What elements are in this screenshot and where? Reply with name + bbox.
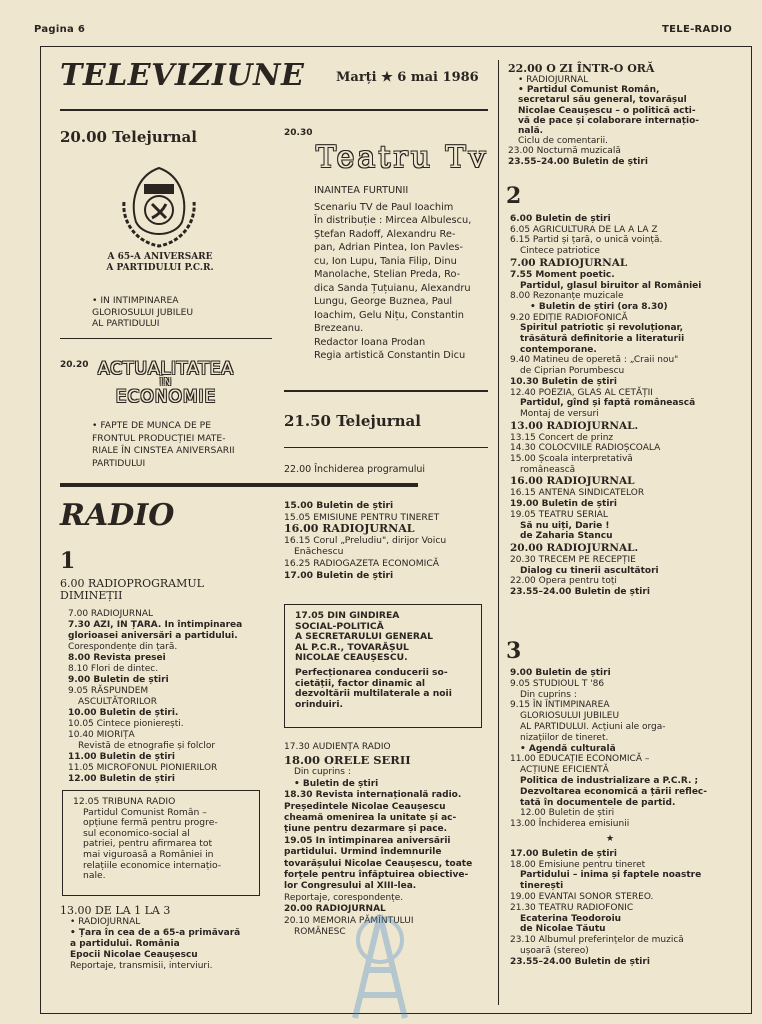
- program-line: • RADIOJURNAL: [518, 75, 589, 85]
- program-line: 20.10 MEMORIA PĂMÎNTULUI: [284, 915, 414, 926]
- divider: [284, 447, 488, 448]
- program-line: 10.00 Buletin de știri.: [68, 708, 179, 718]
- box-line: 17.05 DIN GINDIREA: [295, 610, 400, 621]
- program-line: • RADIOJURNAL: [70, 917, 141, 927]
- program-line: țiune pentru dezarmare și pace.: [284, 824, 448, 835]
- program-line: Partidului – inima și faptele noastre: [520, 870, 702, 881]
- box-line: AL P.C.R., TOVARĂȘUL: [295, 641, 409, 653]
- program-line: de Zaharia Stancu: [520, 531, 613, 542]
- emblem-caption-line: A PARTIDULUI P.C.R.: [106, 263, 214, 273]
- program-line: 9.40 Matineu de operetă : „Craii nou": [510, 355, 679, 366]
- program-line: 9.00 Buletin de știri: [68, 675, 169, 685]
- program-line: 20.00 RADIOJURNAL.: [510, 541, 639, 554]
- box-line: orinduiri.: [295, 698, 343, 710]
- play-line: cu, Ion Lupu, Tania Filip, Dinu: [314, 255, 457, 267]
- program-line: 6.15 Partid și țară, o unică voință.: [510, 235, 663, 246]
- program-line: 6.05 AGRICULTURA DE LA A LA Z: [510, 224, 658, 235]
- radio-rule: [60, 483, 418, 487]
- program-line: 9.05 RĂSPUNDEM: [68, 686, 149, 696]
- box-line: sul economico-social al: [83, 827, 190, 839]
- program-1-list: [68, 609, 242, 785]
- program-line: 11.00 Buletin de știri: [68, 752, 175, 762]
- play-line: Brezeanu.: [314, 323, 364, 334]
- play-title: INAINTEA FURTUNII: [314, 185, 409, 196]
- program-line: 16.00 RADIOJURNAL: [284, 522, 415, 536]
- play-line: Regia artistică Constantin Dicu: [314, 350, 466, 361]
- program-line: nală.: [518, 126, 544, 137]
- box-line: cietății, factor dinamic al: [295, 677, 426, 689]
- program-line: 23.55–24.00 Buletin de știri: [510, 956, 650, 967]
- program-2-number: 2: [506, 183, 522, 209]
- box-line: relațiile economice internațio-: [83, 859, 222, 871]
- actualitatea-line: ECONOMIE: [115, 387, 217, 407]
- play-details: [314, 184, 471, 363]
- program-line: ACȚIUNE EFICIENTĂ: [520, 765, 609, 776]
- program-line: 23.10 Albumul preferințelor de muzică: [510, 935, 684, 946]
- program-head-line: 6.00 RADIOPROGRAMUL: [60, 577, 204, 590]
- caption-line: GLORIOSULUI JUBILEU: [92, 306, 194, 318]
- program-line: contemporane.: [520, 344, 597, 355]
- program-line: românească: [520, 464, 576, 475]
- program-line: 8.00 Revista presei: [68, 653, 166, 663]
- tv-closing: 22.00 Închiderea programului: [284, 464, 426, 475]
- program-line: 16.00 RADIOJURNAL: [510, 475, 635, 488]
- program-line: Ecaterina Teodoroiu: [520, 913, 622, 924]
- program-line: 10.30 Buletin de știri: [510, 376, 617, 387]
- program-line: glorioasei aniversări a partidului.: [68, 631, 238, 641]
- program-1-end: [60, 904, 240, 972]
- play-line: Ștefan Radoff, Alexandru Re-: [314, 228, 456, 240]
- teatru-tv-logo: Teatru Tv: [316, 140, 489, 175]
- program-1-head: [60, 578, 204, 602]
- program-line: tată în documentele de partid.: [520, 797, 676, 808]
- program-line: 13.15 Concert de prinz: [510, 432, 614, 443]
- program-line: Dialog cu tinerii ascultători: [520, 565, 659, 576]
- play-line: Manolache, Stelian Preda, Ro-: [314, 269, 461, 280]
- box-line: mai viguroasă a României in: [83, 848, 214, 860]
- program-line: de Ciprian Porumbescu: [520, 366, 625, 377]
- program-line: • Buletin de știri (ora 8.30): [530, 301, 668, 312]
- program-line: 22.00 O ZI ÎNTR-O ORĂ: [508, 62, 655, 75]
- box-line: Perfecționarea conducerii so-: [295, 666, 448, 678]
- program-line: lor Congresului al XIII-lea.: [284, 881, 417, 892]
- program-line: ASCULTĂTORILOR: [78, 697, 157, 707]
- play-line: Scenariu TV de Paul Ioachim: [314, 201, 454, 213]
- program-1-afternoon: [284, 500, 446, 581]
- program-2-list: [510, 214, 701, 598]
- program-line: 16.25 RADIOGAZETA ECONOMICĂ: [284, 557, 440, 569]
- program-line: vă de pace și colaborare internațio-: [518, 115, 700, 126]
- program-line: 14.30 COLOCVIILE RADIOȘCOALA: [510, 443, 661, 454]
- box-line: NICOLAE CEAUȘESCU.: [295, 652, 408, 664]
- program-line: 15.00 Școala interpretativă: [510, 454, 633, 465]
- program-line: 7.55 Moment poetic.: [510, 269, 615, 280]
- program-line: 23.55–24.00 Buletin de știri: [510, 587, 650, 598]
- program-line: 9.20 EDIȚIE RADIOFONICĂ: [510, 312, 628, 323]
- program-line: 9.15 ÎN ÎNTIMPINAREA: [510, 700, 610, 711]
- program-line: ROMÂNESC: [294, 927, 346, 938]
- program-line: 20.30 TRECEM PE RECEPȚIE: [510, 554, 636, 565]
- program-line: Montaj de versuri: [520, 408, 599, 419]
- divider: [284, 390, 488, 392]
- program-line: 7.30 AZI, IN ȚARA. In întimpinarea: [68, 620, 243, 630]
- box-line: 12.05 TRIBUNA RADIO: [73, 796, 176, 807]
- program-line: a partidului. România: [70, 939, 180, 949]
- program-line: 21.30 TEATRU RADIOFONIC: [510, 902, 634, 913]
- program-line: 8.10 Flori de dintec.: [68, 664, 159, 674]
- program-line: 8.00 Rezonanțe muzicale: [510, 291, 624, 302]
- program-line: 18.00 Emisiune pentru tineret: [510, 859, 646, 870]
- program-line: Dezvoltarea economică a țării reflec-: [520, 786, 708, 797]
- program-line: Cintece patriotice: [520, 246, 600, 257]
- program-line: 19.00 EVANTAI SONOR STEREO.: [510, 891, 654, 902]
- program-line: 10.40 MIORIȚA: [68, 730, 135, 740]
- program-line: • Buletin de știri: [294, 778, 379, 789]
- program-line: Ciclu de comentarii.: [518, 136, 608, 147]
- play-line: În distribuție : Mircea Albulescu,: [314, 215, 472, 226]
- program-line: 18.30 Revista internațională radio.: [284, 790, 462, 801]
- play-line: dica Sanda Țuțuianu, Alexandru: [314, 282, 471, 294]
- tribuna-radio-box: [62, 790, 260, 896]
- program-line: 11.00 EDUCAȚIE ECONOMICĂ –: [510, 754, 650, 765]
- tv-heading: TELEVIZIUNE: [60, 58, 305, 93]
- caption-line: • FAPTE DE MUNCA DE PE: [92, 420, 212, 431]
- play-line: Lungu, George Buznea, Paul: [314, 296, 453, 307]
- program-line: Din cuprins :: [294, 767, 351, 778]
- tv-rule: [60, 109, 488, 111]
- section-label: TELE-RADIO: [662, 24, 732, 35]
- program-line: Nicolae Ceaușescu – o politică acti-: [518, 105, 696, 116]
- program-line: 13.00 Închiderea emisiunii: [510, 819, 630, 830]
- star-separator: ★: [605, 833, 615, 844]
- box-line: opțiune fermă pentru progre-: [83, 817, 218, 829]
- program-line: Partidul, glasul biruitor al României: [520, 280, 702, 291]
- time-2030: 20.30: [284, 128, 313, 138]
- emblem-caption-line: A 65-A ANIVERSARE: [107, 252, 213, 262]
- caption-line: RIALE ÎN CINSTEA ANIVERSARII: [92, 445, 235, 456]
- program-line: ușoară (stereo): [520, 945, 589, 956]
- play-line: Ioachim, Gelu Nițu, Constantin: [314, 309, 464, 321]
- time-2020: 20.20: [60, 360, 89, 370]
- play-line: pan, Adrian Pintea, Ion Pavles-: [314, 242, 464, 253]
- program-line: 13.00 RADIOJURNAL.: [510, 419, 639, 432]
- program-line: 16.15 Corul „Preludiu", dirijor Voicu: [284, 534, 447, 546]
- program-line: 12.00 Buletin de știri: [68, 774, 175, 784]
- program-line: 19.00 Buletin de știri: [510, 499, 617, 510]
- caption-line: FRONTUL PRODUCȚIEI MATE-: [92, 432, 226, 444]
- actualitatea-line: ÎN: [159, 377, 173, 388]
- program-line: Enăchescu: [294, 546, 344, 558]
- column-divider: [498, 60, 499, 1005]
- program-head-line: DIMINEȚII: [60, 589, 123, 602]
- program-line: partidului. Urmind îndemnurile: [284, 847, 442, 858]
- caption-line: • IN INTIMPINAREA: [92, 295, 179, 306]
- program-line: Reportaje, transmisii, interviuri.: [70, 961, 213, 971]
- program-line: 6.00 Buletin de știri: [510, 214, 611, 224]
- box-line: dezvoltării multilaterale a noii: [295, 688, 452, 700]
- program-line: 13.00 DE LA 1 LA 3: [60, 904, 171, 917]
- program-line: Partidul, gînd și faptă românească: [520, 398, 696, 409]
- telejurnal-2150: 21.50 Telejurnal: [284, 412, 421, 430]
- box-line: patriei, pentru afirmarea tot: [83, 838, 213, 850]
- program-line: GLORIOSULUI JUBILEU: [520, 711, 620, 722]
- emblem-caption: [100, 252, 220, 274]
- din-gindirea-box: [284, 604, 482, 728]
- program-line: 12.40 POEZIA, GLAS AL CETĂȚII: [510, 387, 653, 398]
- caption-line: PARTIDULUI: [92, 457, 146, 469]
- program-line: Președintele Nicolae Ceaușescu: [284, 801, 446, 812]
- program-line: 20.00 RADIOJURNAL: [284, 904, 386, 915]
- program-line: Spiritul patriotic și revoluționar,: [520, 323, 684, 334]
- telejurnal-2000: 20.00 Telejurnal: [60, 128, 197, 146]
- program-line: tinerești: [520, 881, 564, 892]
- program-line: 22.00 Opera pentru toți: [510, 576, 617, 587]
- program-line: tovarășului Nicolae Ceaușescu, toate: [284, 858, 473, 869]
- program-line: 23.55–24.00 Buletin de știri: [508, 156, 648, 167]
- caption-line: AL PARTIDULUI: [92, 318, 160, 329]
- program-line: • Partidul Comunist Român,: [518, 85, 660, 96]
- program-line: 16.15 ANTENA SINDICATELOR: [510, 488, 645, 499]
- program-line: 9.00 Buletin de știri: [510, 668, 611, 678]
- divider: [60, 338, 272, 339]
- program-line: 7.00 RADIOJURNAL: [510, 256, 628, 269]
- tv-caption-1: [92, 295, 193, 330]
- play-line: Redactor Ioana Prodan: [314, 336, 426, 348]
- program-line: Epocii Nicolae Ceaușescu: [70, 950, 198, 960]
- program-line: nizațiilor de tineret.: [520, 732, 609, 743]
- program-line: 17.00 Buletin de știri: [284, 569, 394, 581]
- box-line: Partidul Comunist Român –: [83, 806, 207, 818]
- program-line: cheamă omenirea la unitate și ac-: [284, 813, 457, 824]
- program-1-night: [508, 62, 699, 167]
- box-line: SOCIAL-POLITICĂ: [295, 620, 384, 632]
- program-line: Corespondențe din țară.: [68, 642, 178, 652]
- program-line: 11.05 MICROFONUL PIONIERILOR: [68, 763, 218, 773]
- program-3-number: 3: [506, 638, 522, 664]
- radio-heading: RADIO: [60, 498, 175, 533]
- program-line: 23.00 Nocturnă muzicală: [508, 146, 621, 157]
- program-line: 17.30 AUDIENȚA RADIO: [284, 742, 391, 752]
- program-line: 15.00 Buletin de știri: [284, 500, 394, 511]
- program-3-list: [510, 668, 710, 968]
- program-line: 9.05 STUDIOUL T '86: [510, 678, 605, 689]
- program-line: 17.00 Buletin de știri: [510, 848, 617, 859]
- program-1-number: 1: [60, 548, 76, 574]
- actualitatea-logo: [96, 360, 236, 406]
- program-line: Din cuprins :: [520, 689, 577, 700]
- program-line: Politica de industrializare a P.C.R. ;: [520, 775, 699, 786]
- program-line: de Nicolae Tăutu: [520, 924, 606, 935]
- program-line: • Agendă culturală: [520, 743, 616, 754]
- program-line: trăsătură definitorie a literaturii: [520, 334, 685, 345]
- program-line: 10.05 Cintece pionierești.: [68, 719, 184, 729]
- box-line: A SECRETARULUI GENERAL: [295, 631, 433, 643]
- program-line: 15.05 EMISIUNE PENTRU TINERET: [284, 511, 440, 523]
- page-number: Pagina 6: [34, 24, 86, 35]
- program-line: AL PARTIDULUI. Acțiuni ale orga-: [520, 721, 666, 732]
- tv-caption-2: [92, 420, 235, 470]
- actualitatea-line: ACTUALITATEA: [97, 359, 235, 379]
- program-line: Să nu uiți, Darie !: [520, 520, 610, 531]
- program-line: 19.05 TEATRU SERIAL: [510, 509, 608, 520]
- tv-date: Marți ★ 6 mai 1986: [336, 70, 479, 85]
- program-line: • Țara în cea de a 65-a primăvară: [70, 928, 241, 938]
- program-line: 12.00 Buletin de știri: [520, 808, 615, 819]
- program-line: 18.00 ORELE SERII: [284, 753, 411, 768]
- program-line: forțele pentru înfăptuirea obiective-: [284, 870, 469, 881]
- program-line: 19.05 In întimpinarea aniversării: [284, 835, 451, 846]
- program-line: secretarul său general, tovarășul: [518, 95, 687, 106]
- program-line: 7.00 RADIOJURNAL: [68, 609, 154, 619]
- program-line: Revistă de etnografie și folclor: [78, 741, 216, 751]
- party-emblem-icon: [116, 162, 202, 250]
- box-line: nale.: [83, 870, 106, 882]
- program-line: Reportaje, corespondențe.: [284, 892, 404, 903]
- watermark-tower-icon: [320, 910, 440, 1020]
